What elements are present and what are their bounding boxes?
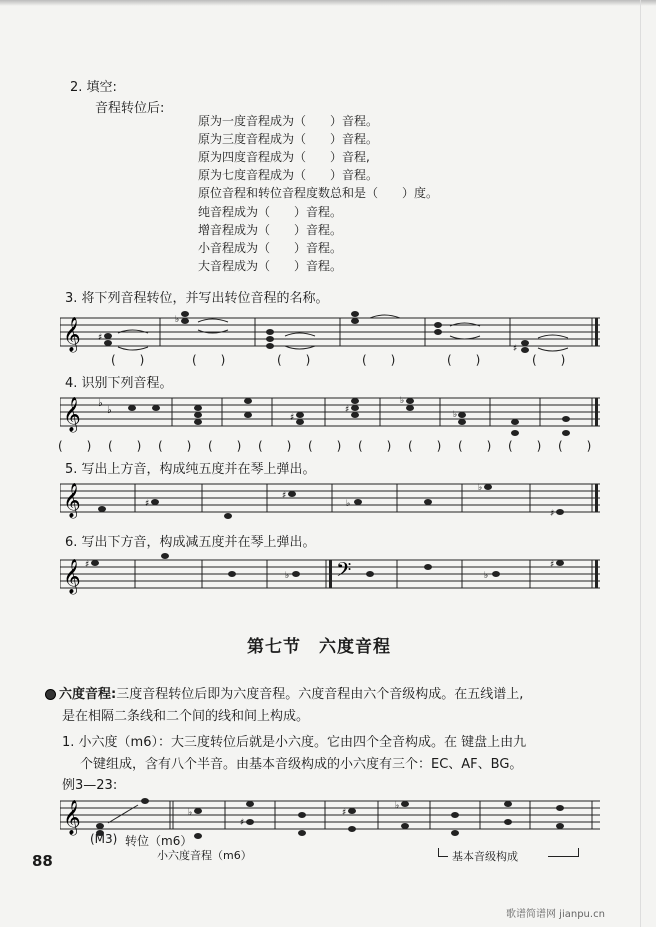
svg-text:♯: ♯	[85, 560, 90, 570]
q4-heading: 4. 识别下列音程。	[65, 376, 173, 391]
scan-artifact	[640, 0, 641, 927]
q2-line-3: 原为四度音程成为（ ）音程,	[198, 150, 370, 164]
page-number: 88	[32, 852, 53, 870]
page-top-edge	[0, 0, 656, 6]
q4-blank-2[interactable]: ( )	[108, 439, 142, 453]
treble-clef-icon: 𝄞	[63, 397, 81, 432]
svg-text:♭: ♭	[175, 315, 180, 325]
example-label: 例3—23:	[62, 778, 118, 793]
watermark: 歌谱简谱网 jianpu.cn	[506, 909, 605, 920]
q2-line-4: 原为七度音程成为（ ）音程。	[198, 168, 379, 182]
q3-blank-3[interactable]: ( )	[277, 353, 311, 367]
q2-intro: 音程转位后:	[95, 101, 165, 116]
q4-blank-1[interactable]: ( )	[58, 439, 92, 453]
q4-blank-3[interactable]: ( )	[158, 439, 192, 453]
q4-blank-6[interactable]: ( )	[308, 439, 342, 453]
bass-clef-icon: 𝄢	[336, 558, 352, 586]
q4-blank-11[interactable]: ( )	[558, 439, 592, 453]
svg-text:♭: ♭	[346, 499, 351, 509]
q2-heading: 2. 填空:	[70, 80, 117, 95]
q3-blank-2[interactable]: ( )	[192, 353, 226, 367]
svg-text:♯: ♯	[290, 413, 295, 423]
svg-text:♯: ♯	[145, 499, 150, 509]
q3-blank-4[interactable]: ( )	[362, 353, 396, 367]
q4-blank-7[interactable]: ( )	[358, 439, 392, 453]
definition-line-1	[45, 683, 523, 702]
definition-text-1: 三度音程转位后即为六度音程。六度音程由六个音级构成。在五线谱上,	[116, 687, 524, 702]
minor-sixth-line-1: 1. 小六度（m6）：大三度转位后就是小六度。它由四个全音构成。在 键盘上由九	[62, 735, 527, 750]
caption-invert: 转位（m6）	[125, 834, 193, 848]
q4-blank-8[interactable]: ( )	[408, 439, 442, 453]
q5-heading: 5. 写出上方音，构成纯五度并在琴上弹出。	[65, 462, 316, 477]
q4-blank-10[interactable]: ( )	[508, 439, 542, 453]
bullet-icon	[45, 689, 56, 700]
svg-text:♭: ♭	[98, 398, 103, 409]
svg-text:♯: ♯	[98, 333, 103, 343]
svg-text:♯: ♯	[513, 344, 518, 354]
q2-line-8: 小音程成为（ ）音程。	[198, 241, 343, 255]
svg-text:♭: ♭	[484, 571, 489, 581]
q4-blank-5[interactable]: ( )	[258, 439, 292, 453]
svg-text:♯: ♯	[342, 808, 347, 818]
treble-clef-icon: 𝄞	[63, 800, 81, 835]
q2-line-6: 纯音程成为（ ）音程。	[198, 205, 343, 219]
bracket-right	[548, 856, 578, 857]
minor-sixth-line-2: 个键组成，含有八个半音。由基本音级构成的小六度有三个：EC、AF、BG。	[80, 757, 523, 772]
bracket-right-tick	[578, 848, 579, 857]
q5-staff	[60, 476, 605, 526]
q2-line-1: 原为一度音程成为（ ）音程。	[198, 114, 379, 128]
q2-line-2: 原为三度音程成为（ ）音程。	[198, 132, 379, 146]
svg-text:♭: ♭	[453, 410, 458, 420]
svg-text:♭: ♭	[400, 396, 405, 406]
svg-text:♯: ♯	[345, 405, 350, 415]
svg-text:♭: ♭	[188, 808, 193, 818]
section-title: 第七节 六度音程	[247, 637, 391, 657]
caption-basic: 基本音级构成	[452, 850, 518, 863]
q3-blank-6[interactable]: ( )	[532, 353, 566, 367]
bracket-left	[438, 856, 448, 857]
caption-m3: (M3)	[90, 832, 118, 846]
treble-clef-icon: 𝄞	[63, 559, 81, 594]
q2-line-9: 大音程成为（ ）音程。	[198, 259, 343, 273]
definition-term: 六度音程:	[59, 687, 117, 702]
q3-blank-1[interactable]: ( )	[111, 353, 145, 367]
treble-clef-icon: 𝄞	[63, 483, 81, 518]
svg-text:♭: ♭	[395, 801, 400, 811]
svg-text:♭: ♭	[107, 405, 112, 416]
q6-heading: 6. 写出下方音，构成减五度并在琴上弹出。	[65, 535, 316, 550]
treble-clef-icon: 𝄞	[63, 317, 81, 352]
q3-heading: 3. 将下列音程转位，并写出转位音程的名称。	[65, 291, 329, 306]
svg-text:♯: ♯	[240, 818, 245, 828]
bracket-left-tick	[438, 848, 439, 857]
q4-blank-9[interactable]: ( )	[458, 439, 492, 453]
caption-minor6: 小六度音程（m6）	[157, 849, 252, 862]
q2-line-7: 增音程成为（ ）音程。	[198, 223, 343, 237]
q4-blank-4[interactable]: ( )	[208, 439, 242, 453]
svg-text:♯: ♯	[550, 509, 555, 519]
q2-line-5: 原位音程和转位音程度数总和是（ ）度。	[198, 186, 439, 200]
svg-text:♭: ♭	[478, 483, 483, 493]
svg-text:♯: ♯	[550, 560, 555, 570]
definition-line-2: 是在相隔二条线和二个间的线和间上构成。	[62, 709, 310, 724]
svg-text:♯: ♯	[282, 491, 287, 501]
q6-staff	[60, 552, 605, 602]
q4-staff	[60, 390, 605, 440]
svg-text:♭: ♭	[285, 571, 290, 581]
q3-blank-5[interactable]: ( )	[447, 353, 481, 367]
